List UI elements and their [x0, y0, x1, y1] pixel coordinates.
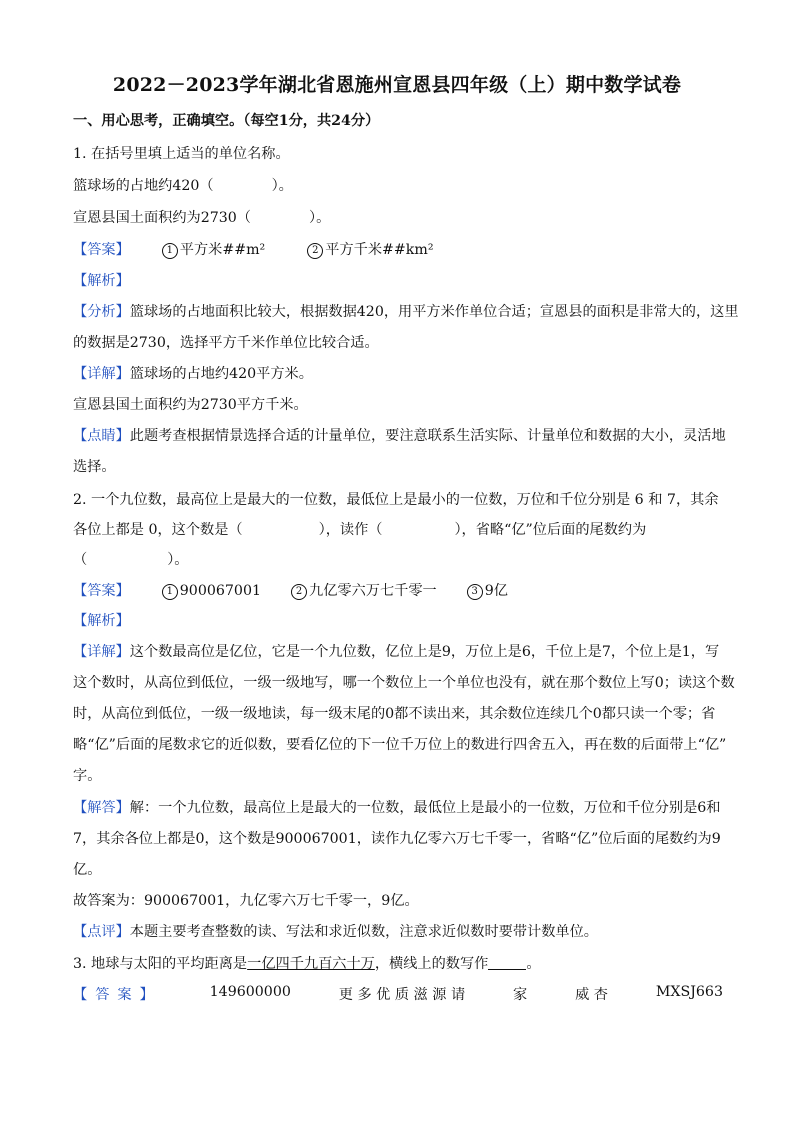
q1-xiangjie-2: 宣恩县国土面积约为2730平方千米。	[73, 397, 308, 413]
circled-number: 2	[307, 243, 323, 259]
q1-stem: 1. 在括号里填上适当的单位名称。	[73, 146, 290, 162]
promo-text-2: 家	[513, 987, 528, 1003]
q2-jieda-text: 解：一个九位数，最高位上是最大的一位数，最低位上是最小的一位数，万位和千位分别是6和	[129, 800, 721, 816]
q2-dianping	[73, 921, 598, 941]
fenxi-tag: 【分析】	[73, 304, 130, 320]
q2-xiangjie-2: 这个数时，从高位到低位，一级一级地写，哪一个数位上一个单位也没有，就在那个数位上写0；读这个数	[73, 675, 735, 691]
q1-line-a-post: ）。	[271, 178, 293, 194]
q1-fenxi-text: 篮球场的占地面积比较大，根据数据420，用平方米作单位合适；宣恩县的面积是非常大的，这里	[129, 304, 739, 320]
circled-number: 1	[162, 584, 178, 600]
q2-jieda-1	[73, 797, 720, 817]
q1-line-a	[73, 175, 293, 195]
q2-final-answer: 故答案为：900067001，九亿零六万七千零一，9亿。	[73, 893, 419, 909]
q3-blank	[488, 957, 526, 970]
q3-stem	[73, 953, 541, 973]
circled-number: 3	[467, 584, 483, 600]
q1-xiangjie-text: 篮球场的占地约420平方米。	[129, 366, 313, 382]
q2-stem-2b: ），读作（	[318, 522, 383, 538]
q2-answer	[73, 580, 508, 600]
q2-xiangjie-4: 略“亿”后面的尾数求它的近似数，要看亿位的下一位千万位上的数进行四舍五入，再在数的后面带上“亿”	[73, 737, 727, 753]
q2-xiangjie-3: 时，从高位到低位，一级一级地读，每一级末尾的0都不读出来，其余数位连续几个0都只读一个零；省	[73, 706, 716, 722]
q1-dianjing-1	[73, 425, 726, 445]
q2-stem-2a: 各位上都是 0，这个数是（	[73, 522, 243, 538]
q3-answer-value: 149600000	[209, 984, 291, 1000]
q1-line-b	[73, 207, 330, 227]
xiangjie-tag: 【详解】	[73, 644, 130, 660]
q2-answer-1: 900067001	[179, 583, 262, 599]
q2-answer-3: 9亿	[484, 583, 508, 599]
q3-stem-c: 。	[526, 956, 541, 972]
q2-stem-2c: ），省略“亿”位后面的尾数约为	[454, 522, 647, 538]
q2-stem-2	[73, 519, 646, 539]
promo-text: 更 多 优 质 滋 源 请	[338, 987, 466, 1003]
q2-answer-2: 九亿零六万七千零一	[309, 583, 437, 599]
q1-answer-2: 平方千米##km²	[325, 242, 434, 258]
xiangjie-tag: 【详解】	[73, 366, 130, 382]
jieda-tag: 【解答】	[73, 800, 130, 816]
q1-dianjing-2: 选择。	[73, 459, 116, 475]
q2-jieda-3: 亿。	[73, 862, 102, 878]
q2-stem-3	[73, 549, 188, 569]
q1-line-b-pre: 宣恩县国土面积约为2730（	[73, 210, 251, 226]
q1-analysis-tag: 【解析】	[73, 273, 130, 289]
q1-xiangjie-1	[73, 363, 313, 383]
q3-stem-a: 3. 地球与太阳的平均距离是	[73, 956, 248, 972]
q2-stem-3b: ）。	[167, 552, 189, 568]
circled-number: 2	[291, 584, 307, 600]
section-heading: 一、用心思考，正确填空。（每空1分，共24分）	[73, 113, 380, 129]
answer-tag: 【答案】	[73, 987, 162, 1003]
q2-stem-1: 2. 一个九位数，最高位上是最大的一位数，最低位上是最小的一位数，万位和千位分别是 6 和 7，其余	[73, 492, 719, 508]
q3-stem-b: ，横线上的数写作	[374, 956, 489, 972]
q1-fenxi-1	[73, 301, 739, 321]
q2-analysis-tag: 【解析】	[73, 613, 130, 629]
dianping-tag: 【点评】	[73, 924, 130, 940]
q1-dianjing-text: 此题考查根据情景选择合适的计量单位，要注意联系生活实际、计量单位和数据的大小，灵活地	[129, 428, 726, 444]
q3-underlined-number: 一亿四千九百六十万	[247, 956, 375, 972]
q2-dianping-text: 本题主要考查整数的读、写法和求近似数，注意求近似数时要带计数单位。	[129, 924, 598, 940]
q3-answer	[73, 984, 723, 1004]
circled-number: 1	[162, 243, 178, 259]
q1-line-a-pre: 篮球场的占地约420（	[73, 178, 214, 194]
answer-tag: 【答案】	[73, 583, 130, 599]
q1-answer-1: 平方米##m²	[179, 242, 266, 258]
promo-text-3: 威 杏	[575, 987, 608, 1003]
q2-jieda-2: 7，其余各位上都是0，这个数是900067001，读作九亿零六万七千零一，省略“亿”位后面的尾数约为9	[73, 831, 721, 847]
q2-xiangjie-text: 这个数最高位是亿位，它是一个九位数，亿位上是9，万位上是6，千位上是7，个位上是1，写	[129, 644, 720, 660]
dianjing-tag: 【点睛】	[73, 428, 130, 444]
q1-answer	[73, 239, 434, 259]
q2-stem-3a: （	[73, 552, 88, 568]
q1-line-b-post: ）。	[308, 210, 331, 226]
q2-xiangjie-1	[73, 641, 719, 661]
q2-xiangjie-5: 字。	[73, 768, 102, 784]
q1-fenxi-2: 的数据是2730，选择平方千米作单位比较合适。	[73, 335, 379, 351]
page-title: 2022－2023学年湖北省恩施州宣恩县四年级（上）期中数学试卷	[112, 74, 682, 96]
promo-code: MXSJ663	[655, 984, 723, 1000]
answer-tag: 【答案】	[73, 242, 130, 258]
